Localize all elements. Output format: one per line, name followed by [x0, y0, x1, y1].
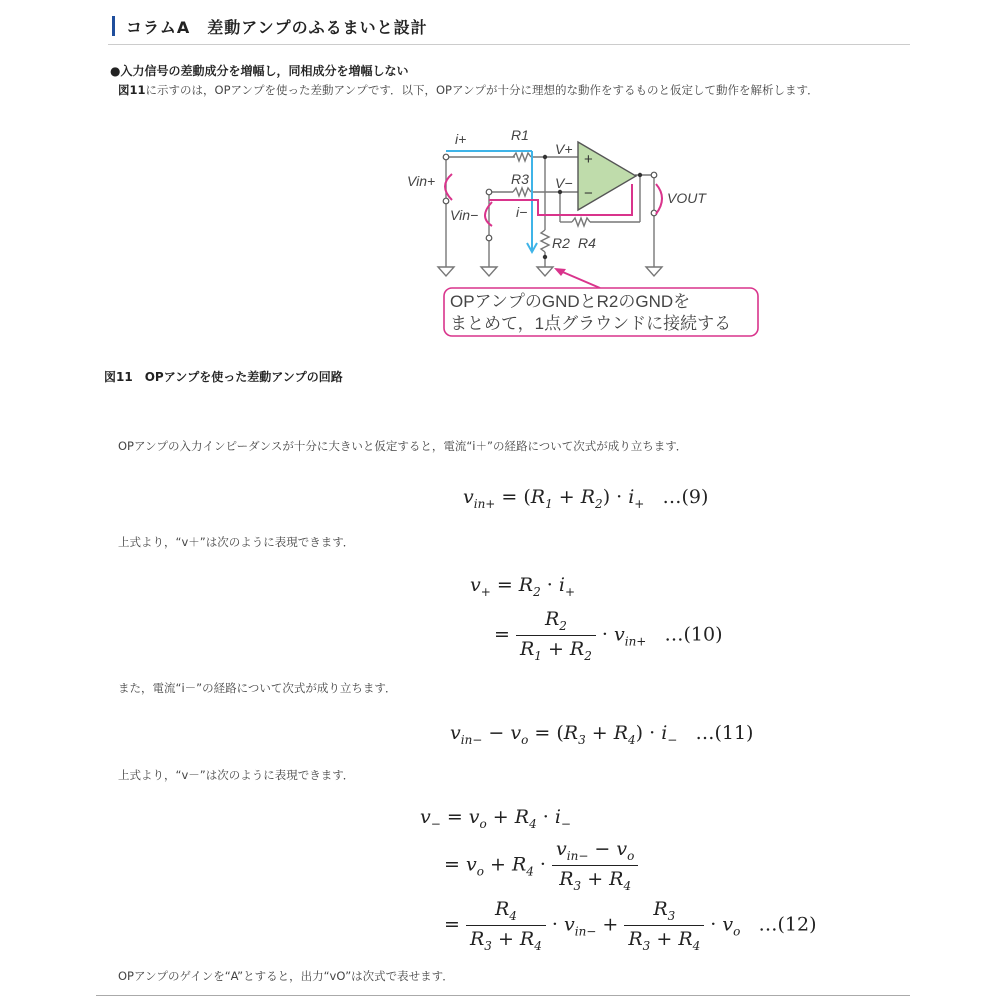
figure-caption: 図11 OPアンプを使った差動アンプの回路	[104, 370, 343, 384]
page-title: コラムA 差動アンプのふるまいと設計	[126, 18, 428, 37]
callout-line-2: まとめて，1点グラウンドに接続する	[450, 314, 732, 333]
intro-paragraph	[118, 82, 819, 98]
paragraph-4: 上式より，“v－”は次のように表現できます．	[118, 768, 355, 782]
paragraph-1: OPアンプの入力インピーダンスが十分に大きいと仮定すると，電流“i＋”の経路について次式が成り立ちます．	[118, 439, 688, 453]
v-plus-label: V+	[555, 141, 573, 157]
vin-minus-label: Vin−	[450, 207, 479, 223]
equation-10-line-1: $v_+ = R_2 \cdot i_+$	[470, 574, 576, 599]
equation-12-line-1: $v_- = v_o + R_4 \cdot i_-$	[420, 806, 571, 831]
i-minus-label: i−	[516, 204, 528, 220]
equation-12-line-3: = $\frac{R_4}{R_3 + R_4}$ · $v_{in-}$ + $\frac{R_3}{R_3 + R_4}$ · $v_o$ …(12)	[444, 898, 817, 953]
r2-label: R2	[552, 235, 570, 251]
section-heading: ●入力信号の差動成分を増幅し，同相成分を増幅しない	[110, 64, 409, 78]
equation-11-number: …(11)	[695, 722, 754, 744]
equation-11: $v_{in-} - v_o = (R_3 + R_4) \cdot i_-$ …(11)	[450, 722, 754, 747]
opamp-minus-label: −	[584, 185, 593, 202]
callout-line-1: OPアンプのGNDとR2のGNDを	[450, 292, 691, 311]
circuit-diagram	[400, 122, 770, 342]
equation-9-number: …(9)	[662, 486, 709, 508]
r3-label: R3	[511, 171, 529, 187]
equation-12-line-2: = $v_o + R_4$ · $\frac{v_{in-} - v_o}{R_3 + R_4}$	[444, 838, 638, 893]
vin-plus-label: Vin+	[407, 173, 436, 189]
header-accent-bar	[112, 16, 115, 36]
bottom-divider	[96, 995, 910, 996]
vout-label: VOUT	[667, 190, 706, 206]
equation-10-number: …(10)	[664, 623, 723, 646]
paragraph-5: OPアンプのゲインを“A”とすると，出力“vO”は次式で表せます．	[118, 969, 454, 983]
paragraph-2: 上式より，“v＋”は次のように表現できます．	[118, 535, 355, 549]
header-divider	[108, 44, 910, 45]
equation-12-number: …(12)	[758, 913, 817, 936]
equation-9: $v_{in+} = (R_1 + R_2) \cdot i_+$ …(9)	[463, 486, 709, 511]
equation-10-line-2: = $\frac{R_2}{R_1 + R_2}$ · $v_{in+}$ …(10)	[494, 608, 723, 663]
paragraph-3: また，電流“i－”の経路について次式が成り立ちます．	[118, 681, 397, 695]
r1-label: R1	[511, 127, 529, 143]
v-minus-label: V−	[555, 175, 573, 191]
i-plus-label: i+	[455, 131, 467, 147]
r4-label: R4	[578, 235, 596, 251]
opamp-plus-label: +	[584, 151, 593, 168]
figure-reference: 図11	[118, 83, 146, 97]
intro-text: に示すのは，OPアンプを使った差動アンプです．以下，OPアンプが十分に理想的な動作をするものと仮定して動作を解析します．	[145, 83, 819, 97]
